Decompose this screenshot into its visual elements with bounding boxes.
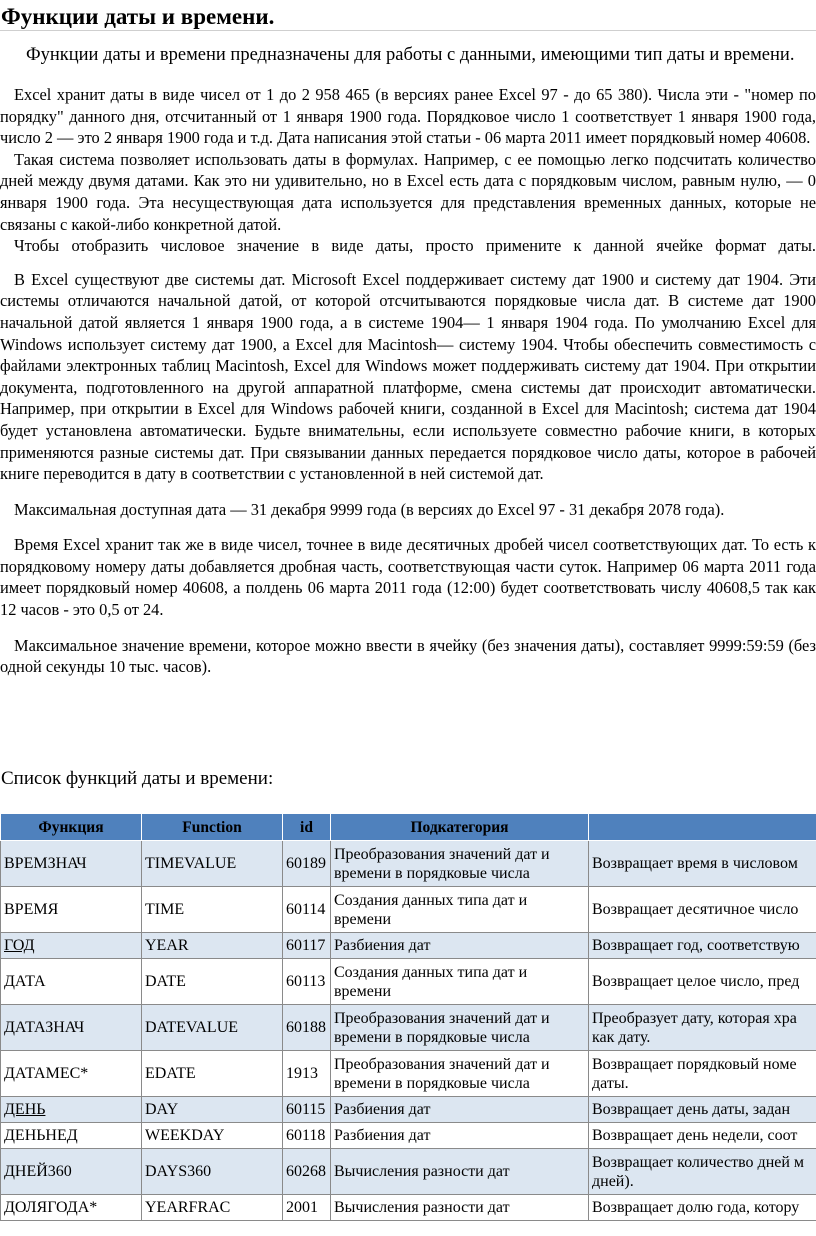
cell-function-ru (1, 933, 142, 959)
cell-description: Возвращает время в числовом (589, 841, 816, 887)
table-row (1, 841, 816, 887)
cell-subcategory: Преобразования значений дат и времени в порядковые числа (331, 841, 589, 887)
cell-function-ru: ДАТАМЕС* (1, 1051, 142, 1097)
cell-id: 60114 (283, 887, 331, 933)
cell-id: 60115 (283, 1097, 331, 1123)
paragraph-max-date: Максимальная доступная дата — 31 декабря 9999 года (в версиях до Excel 97 - 31 декабря 2078 года). (14, 499, 725, 519)
page-title: Функции даты и времени. (0, 0, 816, 31)
table-row (1, 887, 816, 933)
cell-subcategory: Вычисления разности дат (331, 1195, 589, 1221)
paragraph-time-storage: Время Excel хранит так же в виде чисел, точнее в виде десятичных дробей чисел соответствующих дат. То есть к порядковому номеру даты добавляется дробная часть, соответствующая части суток. Например 06 марта 2011 года имеет порядковый номер 40608, а полдень 06 марта 2011 года (12:00) будет соответствовать числу 40608,5 так как 12 часов - это 0,5 от 24. (0, 535, 816, 620)
cell-subcategory: Преобразования значений дат и времени в порядковые числа (331, 1005, 589, 1051)
cell-function-en: TIME (142, 887, 283, 933)
function-link-den[interactable]: ДЕНЬ (4, 1101, 46, 1118)
cell-description: Возвращает год, соответствую (589, 933, 816, 959)
paragraph-date-formulas: Такая система позволяет использовать даты в формулах. Например, с ее помощью легко подсчитать количество дней между двумя датами. Как это ни удивительно, но в Excel есть дата с порядковым числом, равным нулю, — 0 января 1900 года. Эта несуществующая дата используется для представления временных данных, которые не связаны с какой-либо конкретной датой. (0, 149, 816, 234)
cell-description: Преобразует дату, которая хра как дату. (589, 1005, 816, 1051)
cell-function-ru: ВРЕМЯ (1, 887, 142, 933)
table-row (1, 1123, 816, 1149)
cell-subcategory: Вычисления разности дат (331, 1149, 589, 1195)
table-row (1, 1051, 816, 1097)
table-row (1, 1195, 816, 1221)
cell-function-en: DATE (142, 959, 283, 1005)
paragraph-date-systems: В Excel существуют две системы дат. Microsoft Excel поддерживает систему дат 1900 и систему дат 1904. Эти системы отличаются начальной датой, от которой отсчитываются порядковые числа дат. В системе дат 1900 начальной датой является 1 января 1900 года, а в системе 1904— 1 января 1904 года. По умолчанию Excel для Windows использует систему дат 1900, а Excel для Macintosh— систему 1904. Чтобы обеспечить совместимость с файлами электронных таблиц Macintosh, Excel для Windows может поддерживать систему дат 1904. При открытии документа, подготовленного на другой аппаратной платформе, смена системы дат происходит автоматически. Например, при открытии в Excel для Windows рабочей книги, созданной в Excel для Macintosh; система дат 1904 будет установлена автоматически. Будьте внимательны, если используете совместно рабочие книги, в которых применяются разные системы дат. При связывании данных передается порядковое число даты, которое в рабочей книге переводится в дату в соответствии с установленной в ней системой дат. (0, 269, 816, 484)
cell-subcategory: Преобразования значений дат и времени в порядковые числа (331, 1051, 589, 1097)
table-row (1, 1005, 816, 1051)
cell-subcategory: Разбиения дат (331, 933, 589, 959)
cell-id: 60188 (283, 1005, 331, 1051)
cell-subcategory: Разбиения дат (331, 1097, 589, 1123)
cell-function-ru: ВРЕМЗНАЧ (1, 841, 142, 887)
cell-description: Возвращает целое число, пред (589, 959, 816, 1005)
cell-description: Возвращает долю года, котору (589, 1195, 816, 1221)
cell-id: 60117 (283, 933, 331, 959)
table-row (1, 1149, 816, 1195)
header-description (589, 814, 816, 841)
functions-table-wrapper (0, 813, 816, 1221)
cell-function-ru: ДОЛЯГОДА* (1, 1195, 142, 1221)
cell-id: 60113 (283, 959, 331, 1005)
cell-function-en: DATEVALUE (142, 1005, 283, 1051)
header-function-en: Function (142, 814, 283, 841)
intro-paragraph: Функции даты и времени предназначены для работы с данными, имеющими тип даты и времени. (26, 45, 795, 65)
cell-function-ru: ДАТАЗНАЧ (1, 1005, 142, 1051)
cell-function-en: EDATE (142, 1051, 283, 1097)
cell-function-ru (1, 1097, 142, 1123)
cell-subcategory: Создания данных типа дат и времени (331, 959, 589, 1005)
function-link-god[interactable]: ГОД (4, 937, 35, 954)
cell-function-en: WEEKDAY (142, 1123, 283, 1149)
header-subcategory: Подкатегория (331, 814, 589, 841)
header-id: id (283, 814, 331, 841)
cell-description: Возвращает порядковый номе даты. (589, 1051, 816, 1097)
cell-description: Возвращает количество дней м дней). (589, 1149, 816, 1195)
table-row (1, 959, 816, 1005)
paragraph-max-time: Максимальное значение времени, которое можно ввести в ячейку (без значения даты), составляет 9999:59:59 (без одной секунды 10 тыс. часов). (0, 635, 816, 677)
paragraph-date-storage: Excel хранит даты в виде чисел от 1 до 2 958 465 (в версиях ранее Excel 97 - до 65 380). Числа эти - "номер по порядку" данного дня, отсчитанный от 1 января 1900 года. Порядковое число 1 соответствует 1 января 1900 года, число 2 — это 2 января 1900 года и т.д. Дата написания этой статьи - 06 марта 2011 имеет порядковый номер 40608. (0, 85, 816, 148)
table-header-row (1, 814, 816, 841)
cell-function-en: TIMEVALUE (142, 841, 283, 887)
cell-function-ru: ДАТА (1, 959, 142, 1005)
cell-id: 2001 (283, 1195, 331, 1221)
header-function-ru: Функция (1, 814, 142, 841)
table-row (1, 1097, 816, 1123)
table-row (1, 933, 816, 959)
cell-function-en: YEAR (142, 933, 283, 959)
cell-subcategory: Разбиения дат (331, 1123, 589, 1149)
cell-function-en: DAYS360 (142, 1149, 283, 1195)
functions-table (0, 813, 816, 1221)
cell-subcategory: Создания данных типа дат и времени (331, 887, 589, 933)
cell-description: Возвращает десятичное число (589, 887, 816, 933)
cell-description: Возвращает день даты, задан (589, 1097, 816, 1123)
cell-description: Возвращает день недели, соот (589, 1123, 816, 1149)
cell-id: 60268 (283, 1149, 331, 1195)
cell-function-en: YEARFRAC (142, 1195, 283, 1221)
cell-function-ru: ДНЕЙ360 (1, 1149, 142, 1195)
cell-id: 60118 (283, 1123, 331, 1149)
cell-function-ru: ДЕНЬНЕД (1, 1123, 142, 1149)
cell-id: 1913 (283, 1051, 331, 1097)
cell-id: 60189 (283, 841, 331, 887)
cell-function-en: DAY (142, 1097, 283, 1123)
list-title: Список функций даты и времени: (1, 768, 274, 789)
paragraph-date-format: Чтобы отобразить числовое значение в виде даты, просто примените к данной ячейке формат даты. (14, 236, 816, 256)
